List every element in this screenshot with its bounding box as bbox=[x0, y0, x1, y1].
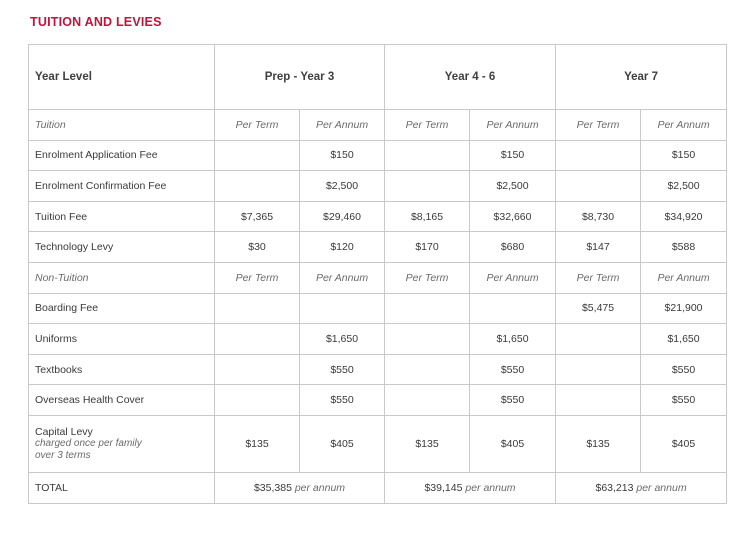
table-cell: $150 bbox=[470, 140, 556, 171]
column-label: Per Term bbox=[385, 262, 470, 293]
table-cell: $2,500 bbox=[300, 171, 385, 202]
table-cell: $550 bbox=[641, 385, 727, 416]
group-header-year7: Year 7 bbox=[556, 45, 727, 110]
page-title: TUITION AND LEVIES bbox=[30, 15, 162, 29]
row-label: Enrolment Confirmation Fee bbox=[29, 171, 215, 202]
table-cell: $147 bbox=[556, 232, 641, 263]
table-cell bbox=[470, 293, 556, 324]
table-cell: $34,920 bbox=[641, 201, 727, 232]
section-label: Tuition bbox=[29, 110, 215, 141]
table-cell: $2,500 bbox=[641, 171, 727, 202]
table-row-tuition-fee bbox=[29, 201, 727, 232]
table-row-capital-levy bbox=[29, 415, 727, 472]
group-header-prep-year3: Prep - Year 3 bbox=[215, 45, 385, 110]
table-cell: $550 bbox=[300, 385, 385, 416]
table-cell bbox=[556, 354, 641, 385]
column-label: Per Annum bbox=[470, 110, 556, 141]
table-cell bbox=[385, 171, 470, 202]
column-label: Per Annum bbox=[470, 262, 556, 293]
table-cell: $550 bbox=[641, 354, 727, 385]
table-cell: $1,650 bbox=[641, 324, 727, 355]
table-cell bbox=[215, 324, 300, 355]
table-cell: $150 bbox=[641, 140, 727, 171]
capital-levy-label: Capital Levy bbox=[35, 425, 93, 438]
table-cell: $135 bbox=[556, 415, 641, 472]
table-cell: $30 bbox=[215, 232, 300, 263]
table-cell: $32,660 bbox=[470, 201, 556, 232]
section-label: Non-Tuition bbox=[29, 262, 215, 293]
table-cell bbox=[300, 293, 385, 324]
table-cell: $550 bbox=[470, 385, 556, 416]
table-cell: $135 bbox=[215, 415, 300, 472]
table-cell bbox=[215, 354, 300, 385]
header-row bbox=[29, 45, 727, 110]
table-cell: $1,650 bbox=[300, 324, 385, 355]
row-label: Enrolment Application Fee bbox=[29, 140, 215, 171]
table-cell bbox=[215, 293, 300, 324]
table-cell bbox=[385, 385, 470, 416]
per-annum-suffix: per annum bbox=[465, 481, 516, 494]
per-annum-suffix: per annum bbox=[636, 481, 687, 494]
table-row-boarding-fee bbox=[29, 293, 727, 324]
table-cell: $405 bbox=[300, 415, 385, 472]
column-label: Per Term bbox=[385, 110, 470, 141]
total-cell-year7 bbox=[556, 472, 727, 503]
capital-levy-note-line1: charged once per family bbox=[35, 437, 142, 449]
row-label: Uniforms bbox=[29, 324, 215, 355]
table-row-uniforms bbox=[29, 324, 727, 355]
column-label: Per Term bbox=[215, 110, 300, 141]
table-cell: $170 bbox=[385, 232, 470, 263]
group-header-year4-6: Year 4 - 6 bbox=[385, 45, 556, 110]
table-cell: $120 bbox=[300, 232, 385, 263]
row-label: Overseas Health Cover bbox=[29, 385, 215, 416]
column-label: Per Term bbox=[215, 262, 300, 293]
table-cell bbox=[215, 140, 300, 171]
column-label: Per Term bbox=[556, 110, 641, 141]
column-label: Per Annum bbox=[300, 110, 385, 141]
per-annum-suffix: per annum bbox=[294, 481, 346, 494]
table-row-textbooks bbox=[29, 354, 727, 385]
table-cell: $7,365 bbox=[215, 201, 300, 232]
row-label: Textbooks bbox=[29, 354, 215, 385]
table-cell: $150 bbox=[300, 140, 385, 171]
table-cell: $5,475 bbox=[556, 293, 641, 324]
capital-levy-note-line2: over 3 terms bbox=[35, 449, 91, 461]
table-cell: $2,500 bbox=[470, 171, 556, 202]
table-cell bbox=[556, 171, 641, 202]
row-label: Technology Levy bbox=[29, 232, 215, 263]
total-value: $63,213 bbox=[595, 481, 634, 494]
table-cell: $21,900 bbox=[641, 293, 727, 324]
table-cell: $29,460 bbox=[300, 201, 385, 232]
row-label: Boarding Fee bbox=[29, 293, 215, 324]
table-cell: $8,730 bbox=[556, 201, 641, 232]
total-label: TOTAL bbox=[29, 472, 215, 503]
section-row-tuition bbox=[29, 110, 727, 141]
column-label: Per Annum bbox=[641, 262, 727, 293]
table-cell: $680 bbox=[470, 232, 556, 263]
table-row-enrolment-application bbox=[29, 140, 727, 171]
table-cell: $550 bbox=[300, 354, 385, 385]
table-cell: $135 bbox=[385, 415, 470, 472]
table-cell bbox=[215, 171, 300, 202]
table-cell: $550 bbox=[470, 354, 556, 385]
total-value: $35,385 bbox=[253, 481, 292, 494]
table-cell: $8,165 bbox=[385, 201, 470, 232]
table-cell bbox=[385, 354, 470, 385]
table-row-enrolment-confirmation bbox=[29, 171, 727, 202]
column-label: Per Annum bbox=[641, 110, 727, 141]
table-cell bbox=[385, 140, 470, 171]
total-cell-year4-6 bbox=[385, 472, 556, 503]
table-row-technology-levy bbox=[29, 232, 727, 263]
table-row-total bbox=[29, 472, 727, 503]
table-cell: $405 bbox=[470, 415, 556, 472]
row-label: Tuition Fee bbox=[29, 201, 215, 232]
table-cell bbox=[215, 385, 300, 416]
table-cell: $405 bbox=[641, 415, 727, 472]
total-value: $39,145 bbox=[424, 481, 463, 494]
table-row-overseas-health bbox=[29, 385, 727, 416]
table-cell: $588 bbox=[641, 232, 727, 263]
year-level-header: Year Level bbox=[29, 45, 215, 110]
section-row-non-tuition bbox=[29, 262, 727, 293]
row-label bbox=[29, 415, 215, 472]
table-cell bbox=[556, 385, 641, 416]
table-cell bbox=[556, 140, 641, 171]
column-label: Per Annum bbox=[300, 262, 385, 293]
column-label: Per Term bbox=[556, 262, 641, 293]
table-cell: $1,650 bbox=[470, 324, 556, 355]
table-cell bbox=[556, 324, 641, 355]
table-cell bbox=[385, 293, 470, 324]
total-cell-prep-year3 bbox=[215, 472, 385, 503]
tuition-table bbox=[28, 44, 727, 504]
table-cell bbox=[385, 324, 470, 355]
